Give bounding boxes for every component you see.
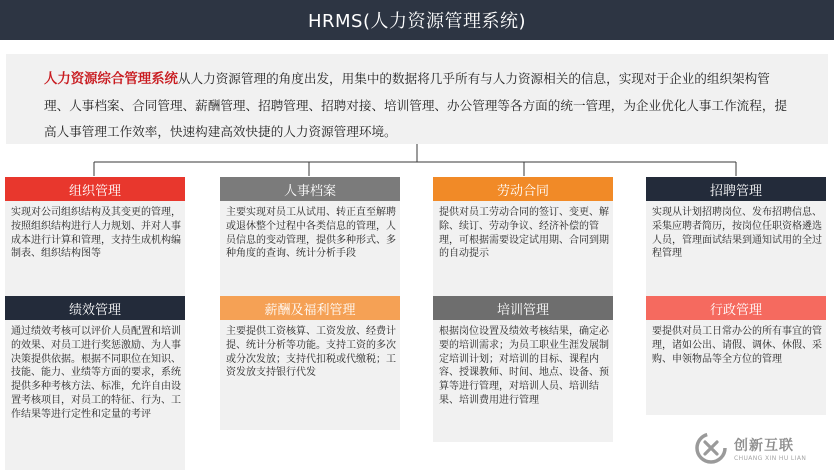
module-desc: 实现对公司组织结构及其变更的管理，按照组织结构进行人力规划、并对人事成本进行计算和管理，支持生成机构编制表、组织结构图等 bbox=[5, 201, 185, 296]
module-card-training bbox=[433, 296, 613, 442]
module-card-archive bbox=[220, 177, 400, 296]
intro-highlight: 人力资源综合管理系统 bbox=[44, 72, 178, 87]
module-card-salary bbox=[220, 296, 400, 430]
module-title: 薪酬及福利管理 bbox=[220, 296, 400, 320]
module-title: 劳动合同 bbox=[433, 177, 613, 201]
module-desc: 实现从计划招聘岗位、发布招聘信息、采集应聘者简历，按岗位任职资格遴选人员，管理面试结果到通知试用的全过程管理 bbox=[646, 201, 826, 296]
module-card-admin bbox=[646, 296, 826, 415]
watermark-sub: CHUANG XIN HU LIAN bbox=[734, 454, 807, 462]
module-desc: 根据岗位设置及绩效考核结果，确定必要的培训需求；为员工职业生涯发展制定培训计划；对培训的目标、课程内容、授课教师、时间、地点、设备、预算等进行管理，对培训人员、培训结果、培训费用进行管理 bbox=[433, 320, 613, 442]
module-title: 绩效管理 bbox=[5, 296, 185, 320]
module-desc: 通过绩效考核可以评价人员配置和培训的效果、对员工进行奖惩激励、为人事决策提供依据。根据不同职位在知识、技能、能力、业绩等方面的要求，系统提供多种考核方法、标准，允许自由设置考核项目，对员工的特征、行为、工作结果等进行定性和定量的考评 bbox=[5, 320, 185, 470]
watermark-name: 创新互联 bbox=[734, 437, 794, 454]
module-title: 行政管理 bbox=[646, 296, 826, 320]
module-desc: 要提供对员工日常办公的所有事宜的管理，诸如公出、请假、调休、休假、采购、申领物品等全方位的管理 bbox=[646, 320, 826, 415]
watermark bbox=[694, 427, 830, 469]
module-title: 人事档案 bbox=[220, 177, 400, 201]
page-title: HRMS(人力资源管理系统) bbox=[307, 11, 527, 32]
intro-text: 从人力资源管理的角度出发，用集中的数据将几乎所有与人力资源相关的信息，实现对于企业的组织架构管理、人事档案、合同管理、薪酬管理、招聘管理、招聘对接、培训管理、办公管理等各方面的统一管理，为企业优化人事工作流程，提高人事管理工作效率，快速构建高效快捷的人力资源管理环境。 bbox=[44, 71, 788, 139]
module-card-recruit bbox=[646, 177, 826, 296]
module-desc: 主要提供工资核算、工资发放、经费计提、统计分析等功能。支持工资的多次或分次发放；支持代扣税或代缴税；工资发放支持银行代发 bbox=[220, 320, 400, 430]
module-title: 招聘管理 bbox=[646, 177, 826, 201]
logo-icon bbox=[694, 431, 728, 465]
module-title: 组织管理 bbox=[5, 177, 185, 201]
module-card-org bbox=[5, 177, 185, 296]
module-title: 培训管理 bbox=[433, 296, 613, 320]
module-card-contract bbox=[433, 177, 613, 296]
module-desc: 提供对员工劳动合同的签订、变更、解除、续订、劳动争议、经济补偿的管理，可根据需要设定试用期、合同到期的自动提示 bbox=[433, 201, 613, 296]
module-desc: 主要实现对员工从试用、转正直至解聘或退休整个过程中各类信息的管理，人员信息的变动管理，提供多种形式、多种角度的查询、统计分析手段 bbox=[220, 201, 400, 296]
module-card-performance bbox=[5, 296, 185, 470]
